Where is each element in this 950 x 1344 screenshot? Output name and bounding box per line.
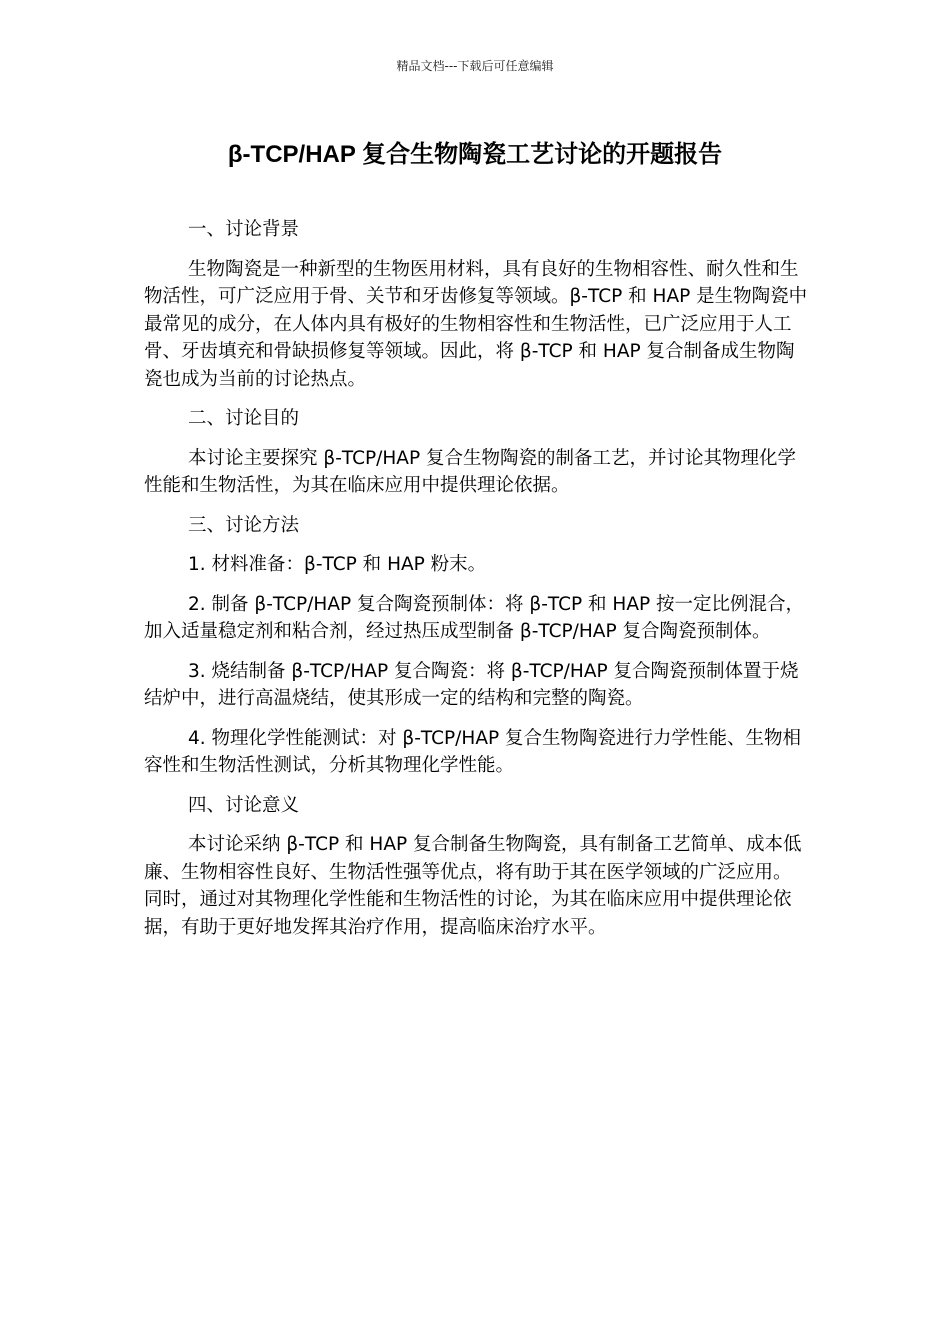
page-header: 精品文档---下载后可任意编辑 <box>396 59 554 73</box>
method-item-3: 3. 烧结制备 β-TCP/HAP 复合陶瓷：将 β-TCP/HAP 复合陶瓷预制体置于烧结炉中，进行高温烧结，使其形成一定的结构和完整的陶瓷。 <box>144 660 799 709</box>
section-heading-methods: 三、讨论方法 <box>188 514 300 536</box>
paragraph-background: 生物陶瓷是一种新型的生物医用材料，具有良好的生物相容性、耐久性和生物活性，可广泛应用于骨、关节和牙齿修复等领域。β-TCP 和 HAP 是生物陶瓷中最常见的成分，在人体内具有极好的生物相容性和生物活性，已广泛应用于人工骨、牙齿填充和骨缺损修复等领域。因此，将 β-TCP 和 HAP 复合制备成生物陶瓷也成为当前的讨论热点。 <box>144 258 808 390</box>
section-heading-background: 一、讨论背景 <box>188 219 300 240</box>
document-body <box>144 216 808 953</box>
paragraph-significance: 本讨论采纳 β-TCP 和 HAP 复合制备生物陶瓷，具有制备工艺简单、成本低廉、生物相容性良好、生物活性强等优点，将有助于其在医学领域的广泛应用。同时，通过对其物理化学性能和生物活性的讨论，为其在临床应用中提供理论依据，有助于更好地发挥其治疗作用，提高临床治疗水平。 <box>144 834 802 938</box>
method-item-2: 2. 制备 β-TCP/HAP 复合陶瓷预制体：将 β-TCP 和 HAP 按一定比例混合，加入适量稳定剂和粘合剂，经过热压成型制备 β-TCP/HAP 复合陶瓷预制体。 <box>144 593 805 642</box>
document-title: β-TCP/HAP 复合生物陶瓷工艺讨论的开题报告 <box>227 141 723 168</box>
method-item-4: 4. 物理化学性能测试：对 β-TCP/HAP 复合生物陶瓷进行力学性能、生物相容性和生物活性测试，分析其物理化学性能。 <box>144 727 802 776</box>
method-item-1: 1. 材料准备：β-TCP 和 HAP 粉末。 <box>188 554 487 575</box>
section-heading-significance: 四、讨论意义 <box>188 794 300 816</box>
paragraph-purpose: 本讨论主要探究 β-TCP/HAP 复合生物陶瓷的制备工艺，并讨论其物理化学性能和生物活性，为其在临床应用中提供理论依据。 <box>144 447 796 496</box>
section-heading-purpose: 二、讨论目的 <box>188 408 300 429</box>
